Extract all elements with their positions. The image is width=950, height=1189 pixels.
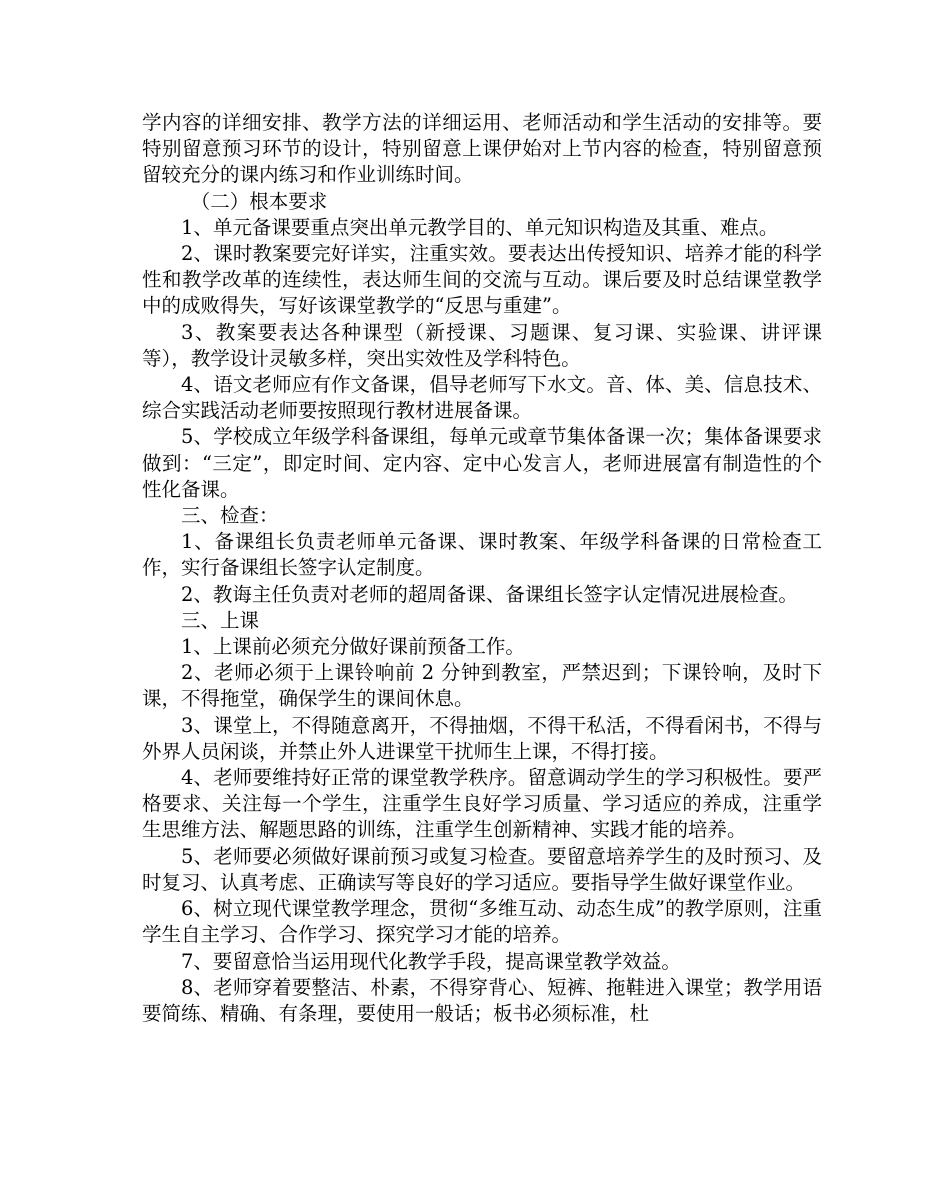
paragraph-item-1: 1、单元备课要重点突出单元教学目的、单元知识构造及其重、难点。 [181, 215, 779, 239]
paragraph-class-8: 8、老师穿着要整洁、朴素，不得穿背心、短裤、拖鞋进入课堂；教学用语要简练、精确、有条理，要使用一般话；板书必须标准，杜 [142, 975, 822, 1025]
paragraph-item-3: 3、教案要表达各种课型（新授课、习题课、复习课、实验课、讲评课等），教学设计灵敏多样，突出实效性及学科特色。 [142, 320, 822, 370]
paragraph-class-7: 7、要留意恰当运用现代化教学手段，提高课堂教学效益。 [181, 949, 681, 973]
section-heading-basic-requirements: （二）根本要求 [190, 189, 328, 213]
section-heading-class: 三、上课 [181, 608, 260, 632]
paragraph-check-1: 1、备课组长负责老师单元备课、课时教案、年级学科备课的日常检查工作，实行备课组长签字认定制度。 [142, 530, 822, 580]
paragraph-class-6: 6、树立现代课堂教学理念，贯彻“多维互动、动态生成”的教学原则，注重学生自主学习、合作学习、探究学习才能的培养。 [142, 897, 822, 947]
paragraph-class-4: 4、老师要维持好正常的课堂教学秩序。留意调动学生的学习积极性。要严格要求、关注每一个学生，注重学生良好学习质量、学习适应的养成，注重学生思维方法、解题思路的训练，注重学生创新精神、实践才能的培养。 [142, 766, 822, 842]
paragraph-continuation: 学内容的详细安排、教学方法的详细运用、老师活动和学生活动的安排等。要特别留意预习环节的设计，特别留意上课伊始对上节内容的检查，特别留意预留较充分的课内练习和作业训练时间。 [142, 111, 822, 187]
paragraph-class-1: 1、上课前必须充分做好课前预备工作。 [181, 635, 525, 659]
paragraph-check-2: 2、教诲主任负责对老师的超周备课、备课组长签字认定情况进展检查。 [181, 582, 798, 606]
document-page [142, 110, 822, 1027]
paragraph-class-2: 2、老师必须于上课铃响前 2 分钟到教室，严禁迟到；下课铃响，及时下课，不得拖堂，确保学生的课间休息。 [142, 661, 822, 711]
paragraph-item-5: 5、学校成立年级学科备课组，每单元或章节集体备课一次；集体备课要求做到：“三定”，即定时间、定内容、定中心发言人，老师进展富有制造性的个性化备课。 [142, 425, 822, 501]
section-heading-check: 三、检查： [181, 504, 279, 528]
paragraph-item-4: 4、语文老师应有作文备课，倡导老师写下水文。音、体、美、信息技术、综合实践活动老师要按照现行教材进展备课。 [142, 373, 822, 423]
paragraph-item-2: 2、课时教案要完好详实，注重实效。要表达出传授知识、培养才能的科学性和教学改革的连续性，表达师生间的交流与互动。课后要及时总结课堂教学中的成败得失，写好该课堂教学的“反思与重建”。 [142, 242, 822, 318]
paragraph-class-3: 3、课堂上，不得随意离开，不得抽烟，不得干私活，不得看闲书，不得与外界人员闲谈，并禁止外人进课堂干扰师生上课，不得打接。 [142, 713, 822, 763]
paragraph-class-5: 5、老师要必须做好课前预习或复习检查。要留意培养学生的及时预习、及时复习、认真考虑、正确读写等良好的学习适应。要指导学生做好课堂作业。 [142, 844, 822, 894]
